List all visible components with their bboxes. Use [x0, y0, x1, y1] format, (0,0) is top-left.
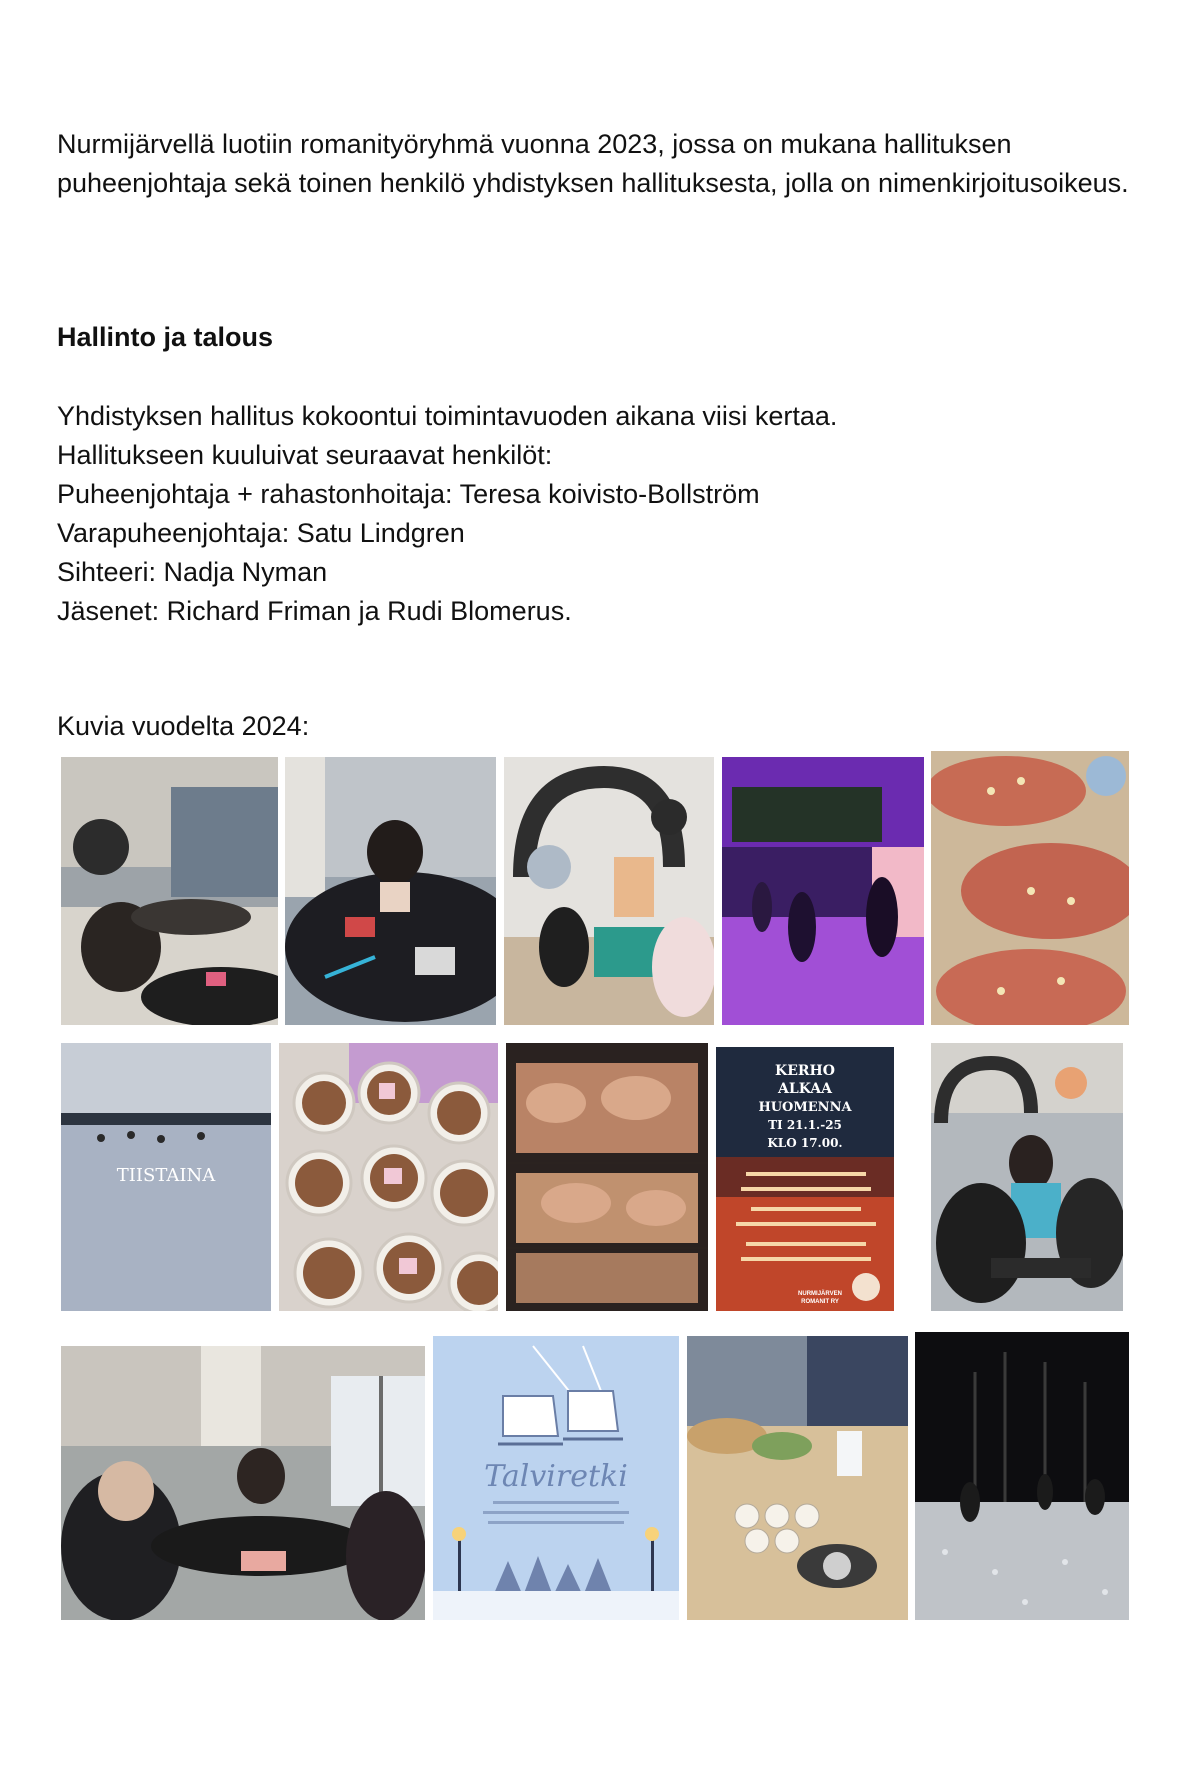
kerho-title-line-2: ALKAA: [777, 1081, 833, 1097]
photo-hot-chocolate: [279, 1043, 498, 1311]
kerho-title-line-4: TI 21.1.-25: [768, 1118, 842, 1132]
photo-cafe-table: [61, 1346, 425, 1620]
board-info: [57, 397, 837, 631]
photo-crafts-table: [285, 757, 496, 1025]
photo-skating-flyer: [433, 1336, 679, 1620]
photo-buffet-table: [687, 1336, 908, 1620]
kerho-footer-line-2: ROMANIT RY: [801, 1299, 839, 1305]
photo-cafe-group: [931, 1043, 1123, 1311]
photo-night-snow: [915, 1332, 1129, 1620]
intro-paragraph: Nurmijärvellä luotiin romanityöryhmä vuonna 2023, jossa on mukana hallituksen puheenjohtaja sekä toinen henkilö yhdistyksen hallituksesta, jolla on nimenkirjoitusoikeus.: [57, 129, 1129, 198]
photo-disco-party: [722, 757, 924, 1025]
kerho-footer-line-1: NURMIJÄRVEN: [798, 1291, 842, 1297]
photos-caption: Kuvia vuodelta 2024:: [57, 711, 310, 741]
board-line-members-intro: Hallitukseen kuuluivat seuraavat henkilöt:: [57, 440, 553, 470]
photo-pizzas: [931, 751, 1129, 1025]
board-line-meetings: Yhdistyksen hallitus kokoontui toimintavuoden aikana viisi kertaa.: [57, 401, 838, 431]
photo-kids-crafting: [504, 757, 714, 1025]
board-line-members: Jäsenet: Richard Friman ja Rudi Blomerus.: [57, 596, 572, 626]
board-line-vice-chair: Varapuheenjohtaja: Satu Lindgren: [57, 518, 465, 548]
photo-oven-pastries: [506, 1043, 708, 1311]
photo-kerho-flyer: [716, 1047, 894, 1311]
photo-group-meeting-room: [61, 757, 278, 1025]
section-heading: Hallinto ja talous: [57, 322, 274, 352]
board-line-secretary: Sihteeri: Nadja Nyman: [57, 557, 328, 587]
kerho-title-line-3: HUOMENNA: [758, 1100, 852, 1115]
kerho-title-line-1: KERHO: [775, 1063, 835, 1079]
ice-fishing-overlay-text: TIISTAINA: [116, 1165, 216, 1186]
photo-ice-fishing: [61, 1043, 271, 1311]
skating-flyer-title: Talviretki: [484, 1459, 628, 1494]
kerho-title-line-5: KLO 17.00.: [767, 1136, 843, 1150]
board-line-chair: Puheenjohtaja + rahastonhoitaja: Teresa koivisto-Bollström: [57, 479, 760, 509]
